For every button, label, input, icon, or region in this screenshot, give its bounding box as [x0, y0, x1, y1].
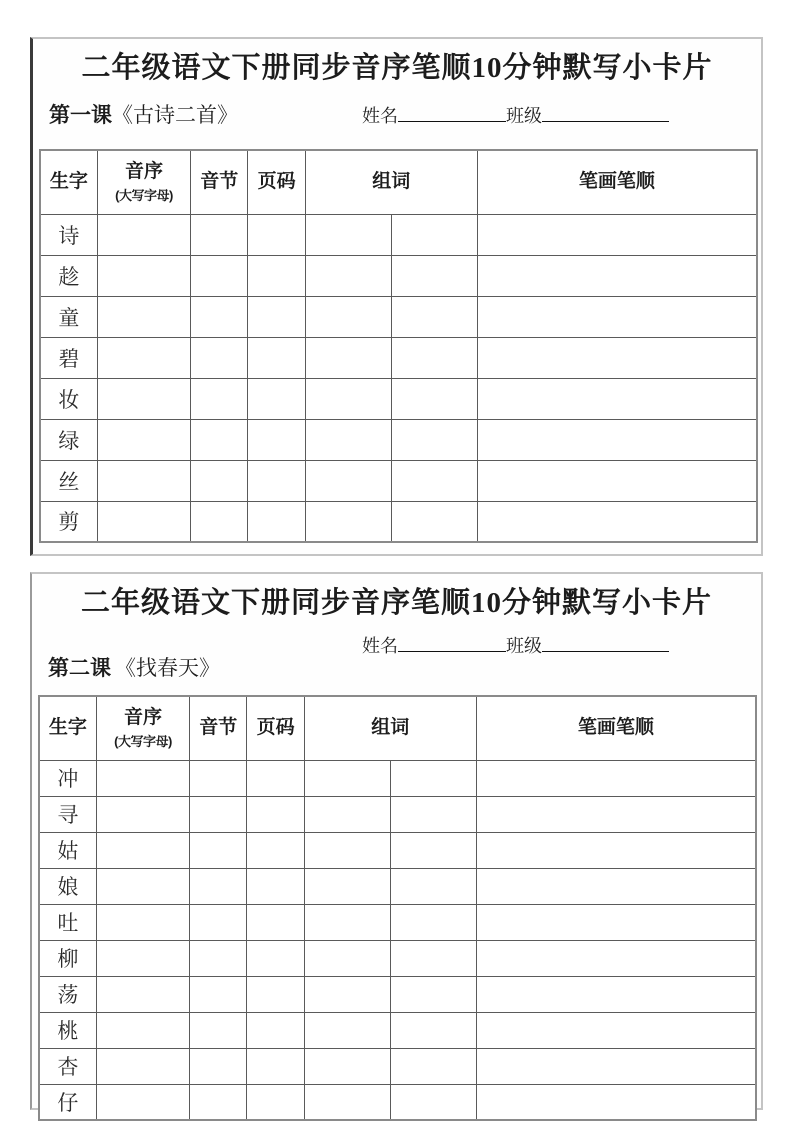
- zuci-blank-cell-1: [305, 214, 391, 255]
- new-character-cell: 杏: [39, 1048, 96, 1084]
- name-blank-line: [398, 650, 506, 652]
- yema-blank-cell: [247, 1012, 304, 1048]
- bishun-blank-cell: [477, 378, 757, 419]
- zuci-blank-cell-1: [305, 460, 391, 501]
- zuci-blank-cell-1: [304, 868, 390, 904]
- zuci-blank-cell-2: [391, 378, 477, 419]
- yinjie-blank-cell: [190, 1012, 247, 1048]
- bishun-blank-cell: [476, 1084, 756, 1120]
- worksheet-card-1: [30, 37, 763, 556]
- zuci-blank-cell-1: [304, 1048, 390, 1084]
- table-header-row: [40, 150, 757, 214]
- yinxu-blank-cell: [96, 1084, 189, 1120]
- yinxu-blank-cell: [97, 214, 190, 255]
- yinxu-blank-cell: [96, 760, 189, 796]
- table-row: [39, 1012, 756, 1048]
- zuci-blank-cell-2: [391, 460, 477, 501]
- zuci-blank-cell-2: [390, 976, 476, 1012]
- zuci-blank-cell-2: [391, 501, 477, 542]
- bishun-blank-cell: [476, 1048, 756, 1084]
- table-row: [40, 378, 757, 419]
- header-zuci: 组词: [305, 150, 477, 214]
- name-label: 姓名: [362, 106, 398, 126]
- yema-blank-cell: [248, 214, 305, 255]
- bishun-blank-cell: [477, 255, 757, 296]
- class-blank-line: [542, 650, 669, 652]
- new-character-cell: 寻: [39, 796, 96, 832]
- bishun-blank-cell: [476, 832, 756, 868]
- zuci-blank-cell-1: [305, 255, 391, 296]
- yema-blank-cell: [247, 904, 304, 940]
- table-row: [39, 832, 756, 868]
- lesson-title: 《古诗二首》: [112, 103, 238, 127]
- yinjie-blank-cell: [191, 501, 248, 542]
- new-character-cell: 仔: [39, 1084, 96, 1120]
- name-blank-line: [398, 120, 506, 122]
- header-yinjie: 音节: [191, 150, 248, 214]
- new-character-cell: 柳: [39, 940, 96, 976]
- yinxu-blank-cell: [96, 1012, 189, 1048]
- zuci-blank-cell-1: [304, 1084, 390, 1120]
- bishun-blank-cell: [477, 460, 757, 501]
- zuci-blank-cell-1: [305, 501, 391, 542]
- zuci-blank-cell-1: [304, 832, 390, 868]
- yema-blank-cell: [248, 419, 305, 460]
- bishun-blank-cell: [477, 501, 757, 542]
- yinxu-blank-cell: [96, 832, 189, 868]
- new-character-cell: 碧: [40, 337, 97, 378]
- yinxu-blank-cell: [96, 1048, 189, 1084]
- dictation-table-1: [39, 149, 758, 543]
- zuci-blank-cell-1: [304, 976, 390, 1012]
- yinjie-blank-cell: [191, 296, 248, 337]
- yema-blank-cell: [247, 760, 304, 796]
- bishun-blank-cell: [476, 868, 756, 904]
- zuci-blank-cell-2: [390, 940, 476, 976]
- yema-blank-cell: [247, 1084, 304, 1120]
- yinxu-blank-cell: [96, 976, 189, 1012]
- table-row: [40, 296, 757, 337]
- yinxu-blank-cell: [97, 296, 190, 337]
- table-row: [40, 419, 757, 460]
- new-character-cell: 冲: [39, 760, 96, 796]
- zuci-blank-cell-2: [390, 760, 476, 796]
- yema-blank-cell: [247, 976, 304, 1012]
- zuci-blank-cell-2: [391, 255, 477, 296]
- yema-blank-cell: [248, 501, 305, 542]
- zuci-blank-cell-1: [304, 940, 390, 976]
- bishun-blank-cell: [477, 214, 757, 255]
- yema-blank-cell: [247, 796, 304, 832]
- zuci-blank-cell-2: [391, 296, 477, 337]
- yema-blank-cell: [248, 378, 305, 419]
- zuci-blank-cell-1: [304, 796, 390, 832]
- yema-blank-cell: [247, 868, 304, 904]
- new-character-cell: 趁: [40, 255, 97, 296]
- new-character-cell: 桃: [39, 1012, 96, 1048]
- header-bihua-bishun: 笔画笔顺: [477, 150, 757, 214]
- bishun-blank-cell: [477, 296, 757, 337]
- zuci-blank-cell-2: [390, 868, 476, 904]
- zuci-blank-cell-2: [391, 337, 477, 378]
- yinjie-blank-cell: [190, 976, 247, 1012]
- zuci-blank-cell-1: [304, 904, 390, 940]
- yinxu-blank-cell: [97, 378, 190, 419]
- yinjie-blank-cell: [191, 337, 248, 378]
- yinxu-blank-cell: [96, 904, 189, 940]
- dictation-table-2: [38, 695, 757, 1121]
- new-character-cell: 妆: [40, 378, 97, 419]
- new-character-cell: 娘: [39, 868, 96, 904]
- header-shengzi: 生字: [39, 696, 96, 760]
- table-row: [40, 337, 757, 378]
- header-yinxu: [96, 696, 189, 760]
- class-blank-line: [542, 120, 669, 122]
- yinxu-blank-cell: [97, 460, 190, 501]
- yinjie-blank-cell: [190, 796, 247, 832]
- new-character-cell: 吐: [39, 904, 96, 940]
- zuci-blank-cell-1: [304, 1012, 390, 1048]
- yinjie-blank-cell: [191, 378, 248, 419]
- yema-blank-cell: [248, 460, 305, 501]
- table-row: [39, 796, 756, 832]
- table-row: [39, 1048, 756, 1084]
- lesson-number-label: 第一课: [49, 104, 112, 127]
- zuci-blank-cell-2: [390, 832, 476, 868]
- zuci-blank-cell-2: [390, 1048, 476, 1084]
- yinxu-blank-cell: [96, 940, 189, 976]
- bishun-blank-cell: [476, 976, 756, 1012]
- yinjie-blank-cell: [190, 1084, 247, 1120]
- bishun-blank-cell: [476, 940, 756, 976]
- header-yinjie: 音节: [190, 696, 247, 760]
- zuci-blank-cell-1: [304, 760, 390, 796]
- name-label: 姓名: [362, 636, 398, 656]
- zuci-blank-cell-2: [390, 796, 476, 832]
- table-row: [39, 760, 756, 796]
- zuci-blank-cell-1: [305, 378, 391, 419]
- table-row: [40, 255, 757, 296]
- header-bihua-bishun: 笔画笔顺: [476, 696, 756, 760]
- header-yinxu: [97, 150, 190, 214]
- yinjie-blank-cell: [190, 904, 247, 940]
- header-yinxu-sub-label: (大写字母): [115, 187, 173, 203]
- yinjie-blank-cell: [190, 868, 247, 904]
- new-character-cell: 荡: [39, 976, 96, 1012]
- class-label: 班级: [506, 106, 542, 126]
- header-shengzi: 生字: [40, 150, 97, 214]
- new-character-cell: 诗: [40, 214, 97, 255]
- table-row: [39, 976, 756, 1012]
- yema-blank-cell: [248, 337, 305, 378]
- yinjie-blank-cell: [191, 214, 248, 255]
- yema-blank-cell: [247, 832, 304, 868]
- zuci-blank-cell-2: [390, 904, 476, 940]
- header-zuci: 组词: [304, 696, 476, 760]
- table-row: [39, 868, 756, 904]
- bishun-blank-cell: [476, 1012, 756, 1048]
- yinjie-blank-cell: [190, 940, 247, 976]
- yinxu-blank-cell: [96, 796, 189, 832]
- yinxu-blank-cell: [96, 868, 189, 904]
- header-yinxu-sub-label: (大写字母): [114, 733, 172, 749]
- table-row: [40, 214, 757, 255]
- yema-blank-cell: [247, 1048, 304, 1084]
- zuci-blank-cell-1: [305, 337, 391, 378]
- yinxu-blank-cell: [97, 337, 190, 378]
- class-label: 班级: [506, 636, 542, 656]
- zuci-blank-cell-2: [390, 1084, 476, 1120]
- page-title: 二年级语文下册同步音序笔顺10分钟默写小卡片: [80, 587, 712, 619]
- new-character-cell: 童: [40, 296, 97, 337]
- new-character-cell: 丝: [40, 460, 97, 501]
- name-class-line: [362, 102, 669, 128]
- lesson-number-label: 第二课: [48, 657, 111, 680]
- table-row: [39, 1084, 756, 1120]
- bishun-blank-cell: [477, 337, 757, 378]
- bishun-blank-cell: [477, 419, 757, 460]
- new-character-cell: 绿: [40, 419, 97, 460]
- yinjie-blank-cell: [190, 1048, 247, 1084]
- table-row: [39, 904, 756, 940]
- yinxu-blank-cell: [97, 255, 190, 296]
- lesson-title: 《找春天》: [115, 656, 220, 680]
- zuci-blank-cell-2: [391, 214, 477, 255]
- table-row: [40, 501, 757, 542]
- yema-blank-cell: [248, 296, 305, 337]
- zuci-blank-cell-1: [305, 296, 391, 337]
- yinjie-blank-cell: [191, 255, 248, 296]
- yinjie-blank-cell: [191, 419, 248, 460]
- worksheet-card-2: [30, 572, 763, 1115]
- zuci-blank-cell-2: [391, 419, 477, 460]
- yinjie-blank-cell: [190, 760, 247, 796]
- bishun-blank-cell: [476, 904, 756, 940]
- table-row: [39, 940, 756, 976]
- yema-blank-cell: [248, 255, 305, 296]
- zuci-blank-cell-2: [390, 1012, 476, 1048]
- zuci-blank-cell-1: [305, 419, 391, 460]
- yinjie-blank-cell: [191, 460, 248, 501]
- yinjie-blank-cell: [190, 832, 247, 868]
- bishun-blank-cell: [476, 796, 756, 832]
- yema-blank-cell: [247, 940, 304, 976]
- table-header-row: [39, 696, 756, 760]
- header-yema: 页码: [248, 150, 305, 214]
- yinxu-blank-cell: [97, 419, 190, 460]
- header-yinxu-label: 音序: [123, 707, 162, 729]
- header-yinxu-label: 音序: [124, 161, 163, 183]
- header-yema: 页码: [247, 696, 304, 760]
- table-row: [40, 460, 757, 501]
- page-title: 二年级语文下册同步音序笔顺10分钟默写小卡片: [81, 52, 713, 84]
- bishun-blank-cell: [476, 760, 756, 796]
- lesson-header-row: [49, 99, 669, 129]
- yinxu-blank-cell: [97, 501, 190, 542]
- new-character-cell: 剪: [40, 501, 97, 542]
- new-character-cell: 姑: [39, 832, 96, 868]
